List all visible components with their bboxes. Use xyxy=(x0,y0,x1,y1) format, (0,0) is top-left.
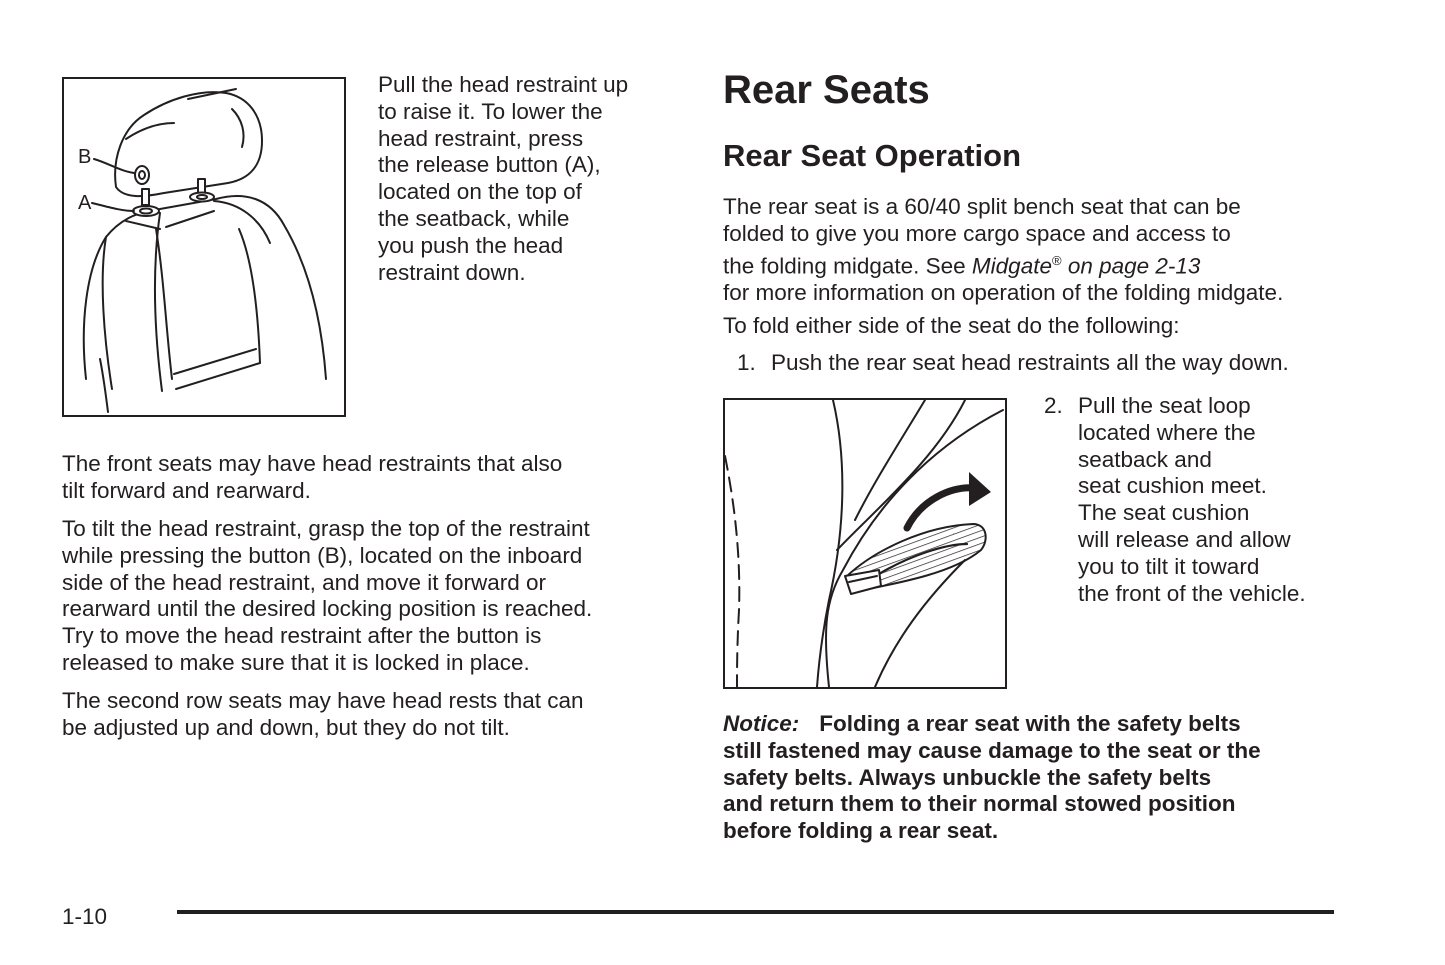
notice-line: safety belts. Always unbuckle the safety belts xyxy=(723,764,1212,790)
notice-line: still fastened may cause damage to the seat or the xyxy=(723,737,1261,763)
tilt-instructions-paragraph xyxy=(62,516,592,677)
section-title: Rear Seats xyxy=(723,68,930,112)
paragraph-line: be adjusted up and down, but they do not tilt. xyxy=(62,714,510,740)
notice-text: Folding a rear seat with the safety belts xyxy=(819,711,1241,736)
step-2-text xyxy=(1078,393,1306,607)
page-number: 1-10 xyxy=(62,904,108,929)
head-restraint-illustration xyxy=(64,79,344,415)
caption-line: located on the top of xyxy=(378,179,582,205)
step-line: will release and allow xyxy=(1078,526,1291,552)
step-line: seatback and xyxy=(1078,446,1212,472)
paragraph-line: folded to give you more cargo space and access to xyxy=(723,220,1231,246)
caption-line: you push the head xyxy=(378,232,564,258)
paragraph-line: released to make sure that it is locked in place. xyxy=(62,649,530,675)
caption-line: the release button (A), xyxy=(378,152,601,178)
step-line: The seat cushion xyxy=(1078,500,1250,526)
footer-rule xyxy=(177,910,1334,914)
paragraph-line: rearward until the desired locking position is reached. xyxy=(62,596,593,622)
registered-mark: ® xyxy=(1051,252,1062,268)
front-seat-tilt-paragraph xyxy=(62,451,562,505)
paragraph-line xyxy=(723,248,1283,280)
fold-intro: To fold either side of the seat do the following: xyxy=(723,313,1180,338)
line-prefix: the folding midgate. See xyxy=(723,253,972,279)
paragraph-line: The rear seat is a 60/40 split bench seat that can be xyxy=(723,194,1241,219)
step-line: seat cushion meet. xyxy=(1078,473,1267,499)
caption-line: restraint down. xyxy=(378,259,526,285)
rear-seat-intro-paragraph xyxy=(723,194,1283,307)
paragraph-line: To tilt the head restraint, grasp the top of the restraint xyxy=(62,516,590,541)
step-number: 1. xyxy=(737,350,756,375)
page-reference[interactable]: on page 2-13 xyxy=(1061,253,1201,279)
paragraph-line: side of the head restraint, and move it forward or xyxy=(62,569,547,595)
step-line: the front of the vehicle. xyxy=(1078,580,1306,606)
step-line: located where the xyxy=(1078,419,1256,445)
caption-line: the seatback, while xyxy=(378,205,570,231)
notice-line: before folding a rear seat. xyxy=(723,818,999,844)
label-b: B xyxy=(78,146,92,168)
caption-line: head restraint, press xyxy=(378,125,584,151)
step-line: you to tilt it toward xyxy=(1078,553,1260,579)
paragraph-line: while pressing the button (B), located on the inboard xyxy=(62,542,583,568)
paragraph-line: The front seats may have head restraints that also xyxy=(62,451,563,476)
notice-line: and return them to their normal stowed position xyxy=(723,791,1236,817)
seat-loop-figure xyxy=(723,398,1007,689)
second-row-paragraph xyxy=(62,688,584,742)
head-restraint-figure xyxy=(62,77,346,417)
head-restraint-caption xyxy=(378,72,628,286)
step-number: 2. xyxy=(1044,393,1063,418)
paragraph-line: tilt forward and rearward. xyxy=(62,477,311,503)
notice-line xyxy=(723,711,1261,738)
caption-line: to raise it. To lower the xyxy=(378,98,603,124)
midgate-link[interactable]: Midgate xyxy=(971,253,1052,279)
notice-block xyxy=(723,711,1261,845)
paragraph-line: Try to move the head restraint after the button is xyxy=(62,623,542,649)
step-line: Pull the seat loop xyxy=(1078,393,1251,418)
notice-label: Notice: xyxy=(723,711,800,736)
subsection-title: Rear Seat Operation xyxy=(723,138,1022,173)
label-a: A xyxy=(78,192,92,214)
paragraph-line: for more information on operation of the folding midgate. xyxy=(723,279,1284,305)
step-1 xyxy=(737,350,1337,377)
step-2 xyxy=(1044,393,1344,613)
paragraph-line: The second row seats may have head rests that can xyxy=(62,688,584,713)
seat-loop-illustration xyxy=(725,400,1005,687)
caption-line: Pull the head restraint up xyxy=(378,72,629,97)
step-text: Push the rear seat head restraints all the way down. xyxy=(771,350,1289,375)
